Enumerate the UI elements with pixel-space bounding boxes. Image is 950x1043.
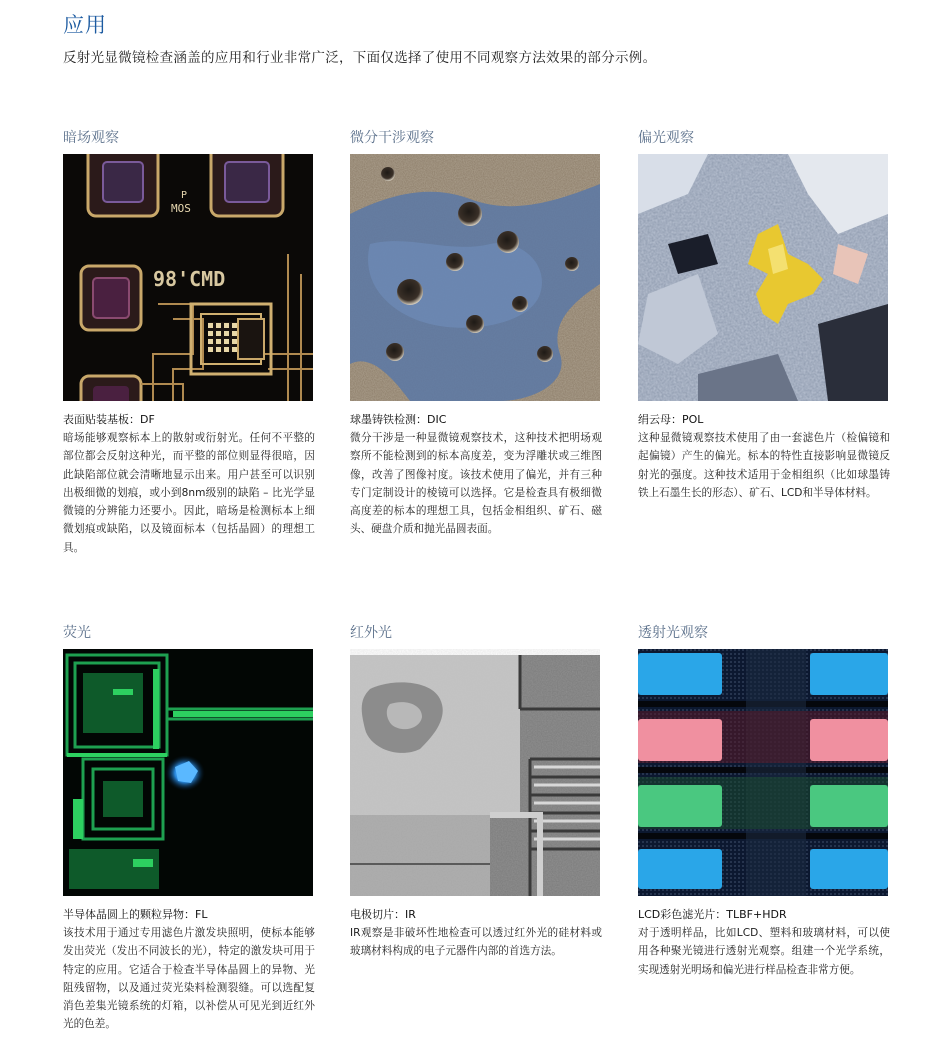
card-description: 对于透明样品，比如LCD、塑料和玻璃材料，可以使用各种聚光镜进行透射光观察。组建一个光学系统，实现透射光明场和偏光进行样品检查非常方便。: [638, 927, 890, 976]
card-caption: 表面贴装基板：DF: [63, 413, 155, 426]
card-description: 微分干涉是一种显微镜观察技术，这种技术把明场观察所不能检测到的标本高度差，变为浮雕状或三维图像，改善了图像衬度。该技术使用了偏光，并有三种专门定制设计的棱镜可以选择。它是检查具有极细微高度差的标本的理想工具，包括金相组织、矿石、磁头、硬盘介质和抛光晶圆表面。: [350, 432, 602, 536]
card-caption: 绢云母：POL: [638, 413, 704, 426]
card-description: 这种显微镜观察技术使用了由一套滤色片（检偏镜和起偏镜）产生的偏光。标本的特性直接影响显微镜反射光的强度。这种技术适用于金相组织（比如球墨铸铁上石墨生长的形态）、矿石、LCD和半导体材料。: [638, 432, 890, 499]
transmitted-image: [638, 649, 888, 896]
card-darkfield: [63, 128, 315, 554]
card-caption: 球墨铸铁检测：DIC: [350, 413, 447, 426]
card-description: 暗场能够观察标本上的散射或衍射光。任何不平整的部位都会反射这种光，而平整的部位则显得很暗，因此缺陷部位就会清晰地显示出来。用户甚至可以识别出极细微的划痕，或小到8nm级别的缺陷 – 比光学显微镜的分辨能力还要小。因此，暗场是检测标本上细微划痕或缺陷，以及镜面标本（包括晶圆）的理想工具。: [63, 432, 315, 554]
card-heading: 暗场观察: [63, 130, 119, 146]
card-heading: 偏光观察: [638, 130, 694, 146]
chip-label-p: P: [181, 190, 188, 201]
fl-image: [63, 649, 313, 896]
card-description: 该技术用于通过专用滤色片激发块照明，使标本能够发出荧光（发出不同波长的光），特定的激发块可用于特定的应用。它适合于检查半导体晶圆上的异物、光阻残留物，以及通过荧光染料检测裂缝。可以选配复消色差集光镜系统的灯箱，以补偿从可见光到近红外光的色差。: [63, 927, 315, 1031]
chip-label-cmd: 98'CMD: [153, 267, 226, 291]
card-pol: [638, 128, 890, 499]
card-transmitted: [638, 623, 890, 976]
card-ir: [350, 623, 602, 958]
ir-image: [350, 649, 600, 896]
card-heading: 红外光: [350, 625, 392, 641]
card-caption: 半导体晶圆上的颗粒异物：FL: [63, 908, 208, 921]
card-description: IR观察是非破坏性地检查可以透过红外光的硅材料或玻璃材料构成的电子元器件内部的首选方法。: [350, 927, 602, 958]
card-fl: [63, 623, 315, 1031]
card-heading: 微分干涉观察: [350, 130, 434, 146]
card-heading: 透射光观察: [638, 625, 708, 641]
chip-label-mos: MOS: [171, 202, 191, 215]
pol-image: [638, 154, 888, 401]
intro-text: 反射光显微镜检查涵盖的应用和行业非常广泛，下面仅选择了使用不同观察方法效果的部分示例。: [63, 50, 657, 66]
page-title: 应用: [63, 13, 107, 37]
card-dic: [350, 128, 602, 536]
card-caption: LCD彩色滤光片：TLBF+HDR: [638, 908, 787, 921]
darkfield-image: [63, 154, 313, 401]
dic-image: [350, 154, 600, 401]
card-heading: 荧光: [63, 625, 91, 641]
card-caption: 电极切片：IR: [350, 908, 416, 921]
